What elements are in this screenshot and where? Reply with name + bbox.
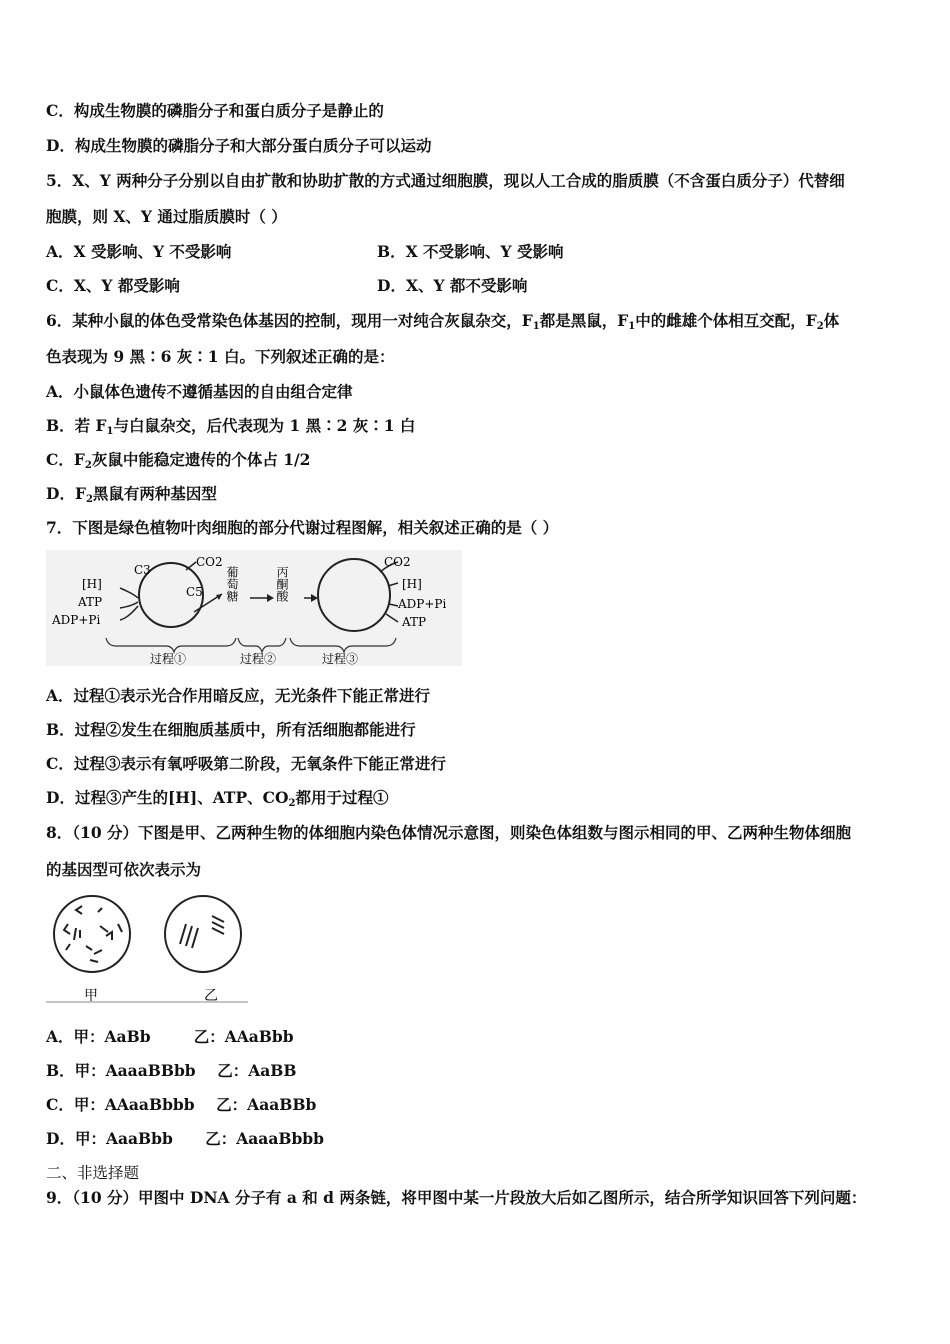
label-c5: C5	[186, 585, 203, 599]
q8-stem-line2: 的基因型可依次表示为	[46, 860, 202, 879]
q5-option-c: C．X、Y 都受影响	[46, 276, 180, 295]
label-jia: 甲	[84, 988, 98, 1004]
q6-option-b: B．若 $F_1$与白鼠杂交，后代表现为 1 黑∶2 灰∶1 白	[46, 416, 416, 437]
chromosomes-jia	[64, 906, 122, 962]
q7-option-d: D．过程③产生的[H]、ATP、$CO_2$都用于过程①	[46, 788, 389, 809]
q6-option-d: D．$F_2$黑鼠有两种基因型	[46, 484, 217, 505]
chromosome-diagram	[46, 892, 248, 1004]
q6-option-a: A．小鼠体色遗传不遵循基因的自由组合定律	[46, 382, 353, 401]
label-yi: 乙	[204, 988, 218, 1004]
q5-stem-line2: 胞膜，则 X、Y 通过脂质膜时（ ）	[46, 207, 287, 226]
q9-stem: 9．（10 分）甲图中 DNA 分子有 a 和 d 两条链，将甲图中某一片段放大后如乙图所示，结合所学知识回答下列问题：	[46, 1188, 867, 1207]
q5-option-d: D．X、Y 都不受影响	[377, 276, 528, 295]
q5-option-a: A．X 受影响、Y 不受影响	[46, 242, 232, 261]
q6-option-c: C．$F_2$灰鼠中能稳定遗传的个体占 1/2	[46, 450, 311, 471]
label-c3: C3	[134, 563, 151, 577]
q5-stem-line1: 5．X、Y 两种分子分别以自由扩散和协助扩散的方式通过细胞膜，现以人工合成的脂质膜（不含蛋白质分子）代替细	[46, 171, 845, 190]
q8-option-d: D．甲：AaaBbb 乙：AaaaBbbb	[46, 1129, 324, 1148]
label-co2-left: CO2	[196, 555, 223, 569]
label-co2-right: CO2	[384, 555, 411, 569]
label-h-left: [H]	[82, 577, 102, 591]
q7-option-a: A．过程①表示光合作用暗反应，无光条件下能正常进行	[46, 686, 431, 705]
chromosomes-yi	[180, 916, 224, 948]
label-adp-right: ADP+Pi	[398, 597, 447, 611]
q8-option-a: A．甲：AaBb 乙：AAaBbb	[46, 1027, 294, 1046]
cell-yi	[165, 896, 241, 972]
q7-stem: 7．下图是绿色植物叶肉细胞的部分代谢过程图解，相关叙述正确的是（ ）	[46, 518, 559, 537]
label-adp-left: ADP+Pi	[52, 613, 101, 627]
label-process1: 过程①	[150, 652, 187, 666]
label-atp-left: ATP	[78, 595, 103, 609]
q6-stem-line2: 色表现为 9 黑∶6 灰∶1 白。下列叙述正确的是：	[46, 347, 395, 366]
q4-option-d: D．构成生物膜的磷脂分子和大部分蛋白质分子可以运动	[46, 136, 432, 155]
q7-option-b: B．过程②发生在细胞质基质中，所有活细胞都能进行	[46, 720, 416, 739]
label-atp-right: ATP	[402, 615, 427, 629]
section-heading-nonchoice: 二、非选择题	[46, 1164, 140, 1182]
q8-stem-line1: 8．（10 分）下图是甲、乙两种生物的体细胞内染色体情况示意图，则染色体组数与图示相同的甲、乙两种生物体细胞	[46, 823, 852, 842]
q6-stem-line1: 6．某种小鼠的体色受常染色体基因的控制，现用一对纯合灰鼠杂交，$F_1$都是黑鼠，$F_1$中的雌雄个体相互交配，$F_2$体	[46, 311, 840, 332]
label-pyruvate: 丙酮酸	[275, 566, 289, 602]
q5-option-b: B．X 不受影响、Y 受影响	[377, 242, 564, 261]
label-glucose: 葡萄糖	[225, 566, 239, 602]
q8-option-c: C．甲：AAaaBbbb 乙：AaaBBb	[46, 1095, 317, 1114]
q4-option-c: C．构成生物膜的磷脂分子和蛋白质分子是静止的	[46, 101, 384, 120]
q8-option-b: B．甲：AaaaBBbb 乙：AaBB	[46, 1061, 297, 1080]
q7-option-c: C．过程③表示有氧呼吸第二阶段，无氧条件下能正常进行	[46, 754, 446, 773]
label-process2: 过程②	[240, 652, 277, 666]
metabolism-diagram	[46, 550, 462, 666]
label-process3: 过程③	[322, 652, 359, 666]
label-h-right: [H]	[402, 577, 422, 591]
